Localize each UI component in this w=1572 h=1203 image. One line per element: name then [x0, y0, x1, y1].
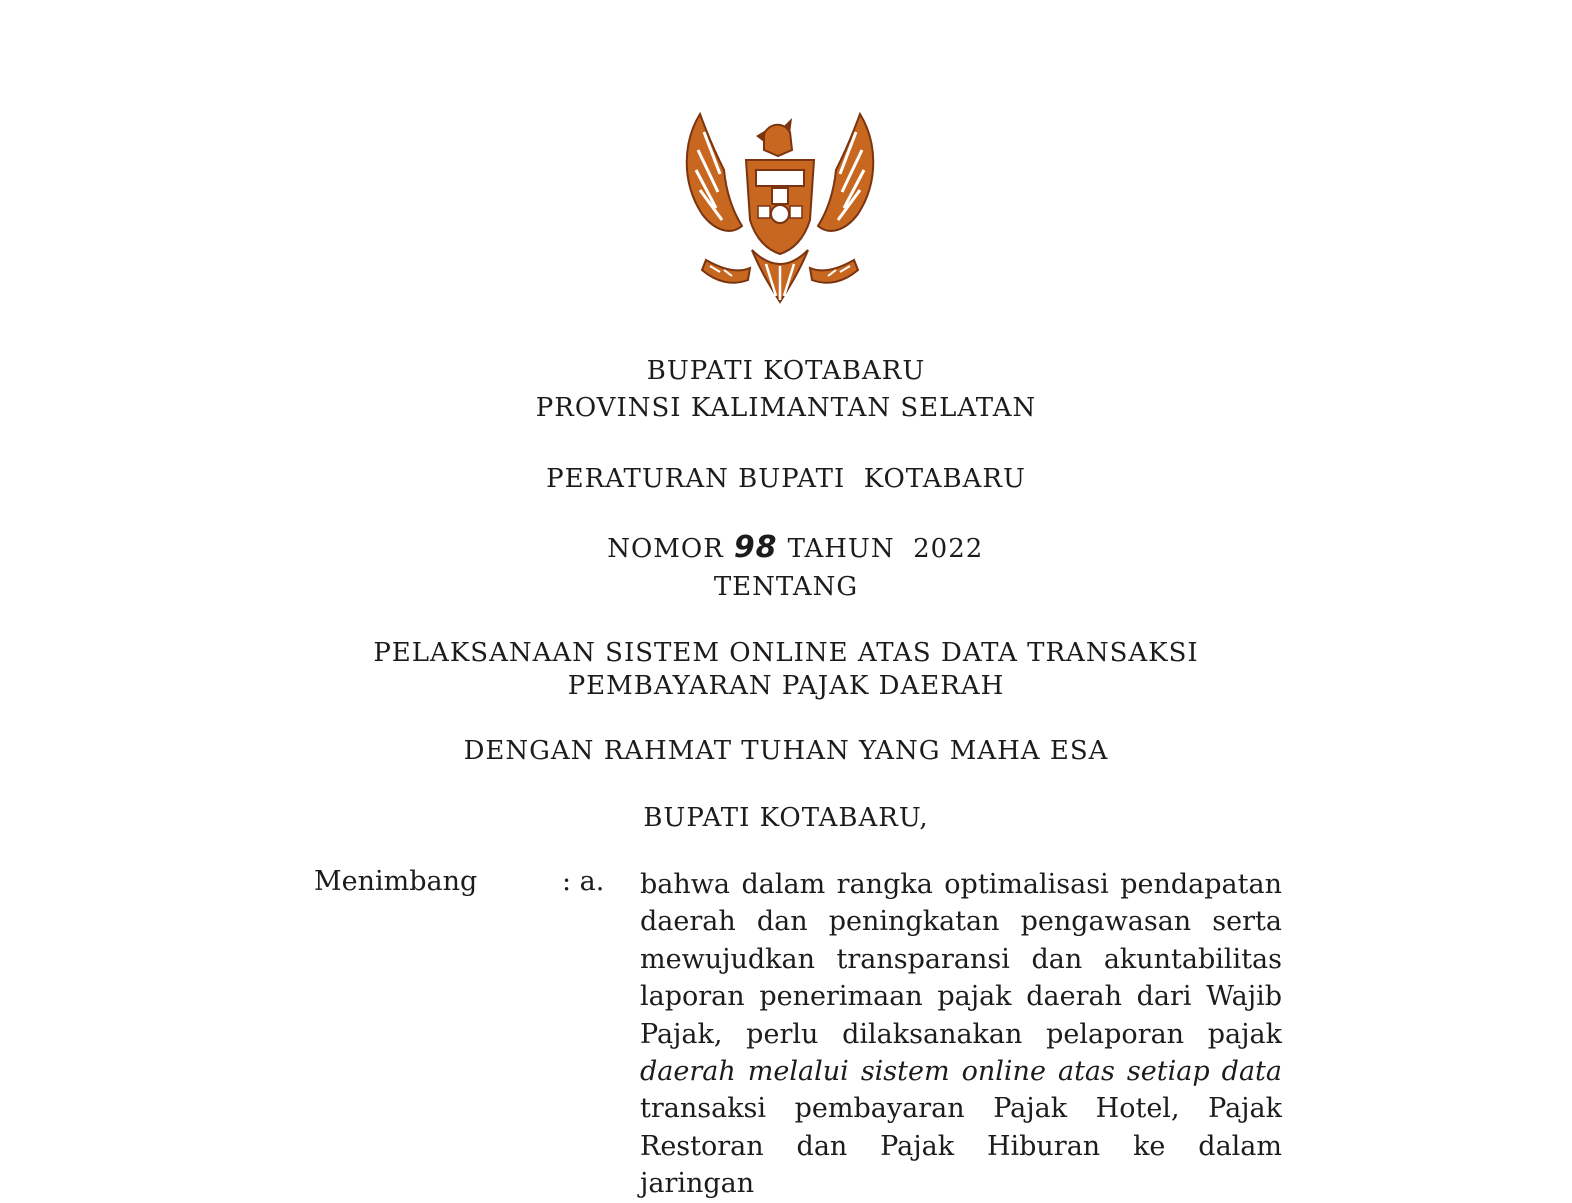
- paragraph-line: bahwa dalam rangka optimalisasi pendapatan: [640, 869, 1282, 900]
- paragraph-line: Restoran dan Pajak Hiburan ke dalam jaringan: [640, 1130, 1282, 1200]
- paragraph-line: transaksi pembayaran Pajak Hotel, Pajak: [640, 1093, 1282, 1125]
- header-line-provinsi: PROVINSI KALIMANTAN SELATAN: [535, 393, 1037, 423]
- paragraph-line: laporan penerimaan pajak daerah dari Wajib: [640, 981, 1282, 1013]
- preamble: DENGAN RAHMAT TUHAN YANG MAHA ESA: [463, 736, 1109, 766]
- menimbang-label: Menimbang: [314, 866, 478, 897]
- header-line-bupati: BUPATI KOTABARU: [646, 356, 926, 386]
- paragraph-line: daerah melalui sistem online atas setiap data: [640, 1056, 1282, 1088]
- regulation-number: [0, 500, 1572, 565]
- tentang-heading: TENTANG: [713, 572, 859, 602]
- garuda-emblem-icon: [680, 110, 880, 306]
- subject-line-1: PELAKSANAAN SISTEM ONLINE ATAS DATA TRANSAKSI: [373, 638, 1199, 668]
- paragraph-line: daerah dan peningkatan pengawasan serta: [640, 906, 1282, 938]
- item-marker-a: : a.: [562, 866, 605, 897]
- nomor-value-handwritten: 98: [733, 530, 778, 565]
- subject-line-2: PEMBAYARAN PAJAK DAERAH: [567, 671, 1005, 701]
- paragraph-line: Pajak, perlu dilaksanakan pelaporan pajak: [640, 1018, 1282, 1050]
- menimbang-paragraph-a: [640, 866, 1282, 1203]
- regulation-title: PERATURAN BUPATI KOTABARU: [546, 464, 1026, 494]
- nomor-label: NOMOR: [607, 534, 724, 564]
- tahun-label: TAHUN 2022: [787, 534, 984, 564]
- paragraph-line: mewujudkan transparansi dan akuntabilitas: [640, 943, 1282, 975]
- issuer: BUPATI KOTABARU,: [643, 803, 929, 833]
